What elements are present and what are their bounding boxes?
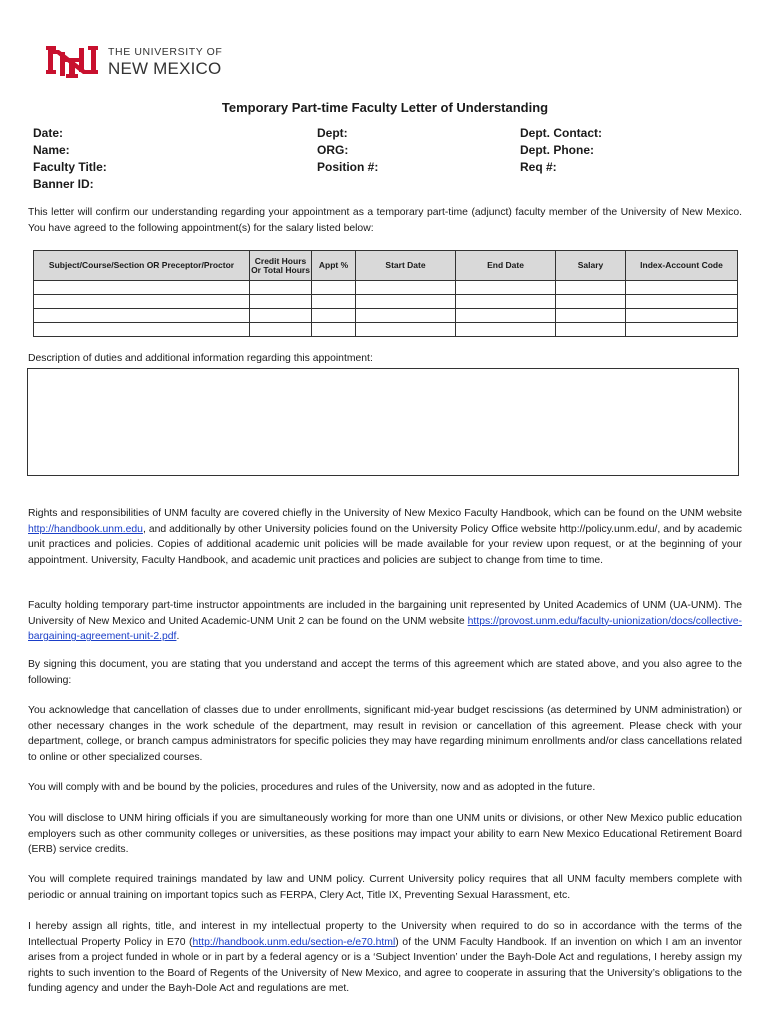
banner-id-label: Banner ID: [33,177,94,191]
duties-label: Description of duties and additional information regarding this appointment: [28,353,373,364]
table-cell[interactable] [312,295,356,309]
table-cell[interactable] [312,281,356,295]
table-cell[interactable] [250,295,312,309]
table-cell[interactable] [626,323,738,337]
comply-paragraph: You will comply with and be bound by the policies, procedures and rules of the University, now and as adopted in the future. [28,782,596,793]
column-header: End Date [456,251,556,281]
dept-label: Dept: [317,126,348,140]
rights-paragraph [28,506,742,568]
duties-text-box[interactable] [27,368,739,476]
ip-text-b: ) of the UNM Faculty Handbook. If an invention on which I am an inventor arises from a project funded in whole or in part by a federal agency or is a ‘Subject Invention’ under the Bayh-Dole Act and regulations, I hereby assign my rights to such invention to the Board of Regents of the University of New Mexico, and agree to cooperate in assuring that the University’s obligations to the funding agency and under the Bayh-Dole Act and regulations are met. [28,936,742,995]
position-label: Position #: [317,160,379,174]
ip-policy-link[interactable]: http://handbook.unm.edu/section-e/e70.html [192,936,396,948]
table-cell[interactable] [626,295,738,309]
union-paragraph [28,598,742,645]
union-text-a: Faculty holding temporary part-time instructor appointments are included in the bargaining unit represented by United Academics of UNM (UA-UNM). The University of New Mexico and United Academic-UNM Unit 2 can be found on the UNM website [28,600,742,627]
table-cell[interactable] [34,309,250,323]
table-cell[interactable] [556,323,626,337]
logo-wordmark [108,47,222,77]
table-cell[interactable] [356,309,456,323]
table-cell[interactable] [556,281,626,295]
intro-paragraph: This letter will confirm our understanding regarding your appointment as a temporary part-time (adjunct) faculty member of the University of New Mexico. You have agreed to the following appointment(s) for the salary listed below: [28,207,742,234]
table-cell[interactable] [356,295,456,309]
column-header: Appt % [312,251,356,281]
table-cell[interactable] [456,295,556,309]
rights-text-b: , and additionally by other University policies found on the University Policy Office website http://policy.unm.edu/, and by academic unit practices and policies. Copies of additional academic unit policies will be made available for your review upon request, or at the beginning of your appointment. University, Faculty Handbook, and academic unit practices and policies are subject to change from time to time. [28,523,742,566]
unm-logo [44,44,222,80]
training-paragraph: You will complete required trainings mandated by law and UNM policy. Current University policy requires that all UNM faculty members complete with periodic or annual training on important topics such as FERPA, Clery Act, Title IX, Preventing Sexual Harassment, etc. [28,874,742,901]
column-header: Index-Account Code [626,251,738,281]
table-cell[interactable] [250,281,312,295]
table-cell[interactable] [626,281,738,295]
union-text-b: . [176,631,180,643]
faculty-title-label: Faculty Title: [33,160,107,174]
table-row [34,309,738,323]
ip-text-a: I hereby assign all rights, title, and interest in my intellectual property to the University when required to do so in accordance with the terms of the Intellectual Property Policy in E70 ( [28,921,742,948]
table-cell[interactable] [34,281,250,295]
cba-link[interactable]: https://provost.unm.edu/faculty-unionization/docs/collective-bargaining-agreement-unit-2.pdf [28,615,742,643]
document-title: Temporary Part-time Faculty Letter of Understanding [221,100,549,115]
dept-contact-label: Dept. Contact: [520,126,602,140]
column-header: Subject/Course/Section OR Preceptor/Proctor [34,251,250,281]
table-row [34,281,738,295]
table-cell[interactable] [456,281,556,295]
rights-text-a: Rights and responsibilities of UNM faculty are covered chiefly in the University of New Mexico Faculty Handbook, which can be found on the UNM website [28,508,742,519]
table-cell[interactable] [356,281,456,295]
table-cell[interactable] [456,309,556,323]
table-cell[interactable] [456,323,556,337]
column-header: Start Date [356,251,456,281]
table-cell[interactable] [556,309,626,323]
req-label: Req #: [520,160,557,174]
logo-line-2: NEW MEXICO [108,58,222,78]
table-cell[interactable] [250,309,312,323]
dept-phone-label: Dept. Phone: [520,143,594,157]
table-cell[interactable] [34,295,250,309]
disclose-paragraph: You will disclose to UNM hiring officials if you are simultaneously working for more than one UNM units or divisions, or other New Mexico public education employers such as other community colleges or universities, as these positions may impact your ability to earn New Mexico Educational Retirement Board (ERB) service credits. [28,813,742,856]
column-header: Credit Hours Or Total Hours [250,251,312,281]
table-cell[interactable] [34,323,250,337]
table-header-row [34,251,738,281]
table-cell[interactable] [556,295,626,309]
table-row [34,295,738,309]
cancellation-paragraph: You acknowledge that cancellation of classes due to under enrollments, significant mid-year budget rescissions (as determined by UNM administration) or other necessary changes in the work schedule of the department, may result in revision or cancellation of this agreement. Please check with your department, college, or branch campus administrators for specific policies they may have regarding minimum enrollments and/or class cancellations related to online or other specialized courses. [28,705,742,763]
table-cell[interactable] [312,323,356,337]
signing-paragraph: By signing this document, you are stating that you understand and accept the terms of this agreement which are stated above, and you also agree to the following: [28,659,742,686]
date-label: Date: [33,126,64,140]
table-cell[interactable] [626,309,738,323]
unm-logo-icon [44,44,100,80]
appointment-table [33,250,738,337]
name-label: Name: [33,143,70,157]
table-row [34,323,738,337]
org-label: ORG: [317,143,349,157]
table-cell[interactable] [356,323,456,337]
handbook-link[interactable]: http://handbook.unm.edu [28,523,143,535]
table-cell[interactable] [312,309,356,323]
table-cell[interactable] [250,323,312,337]
column-header: Salary [556,251,626,281]
ip-paragraph [28,919,742,997]
logo-line-1: THE UNIVERSITY OF [108,46,223,59]
